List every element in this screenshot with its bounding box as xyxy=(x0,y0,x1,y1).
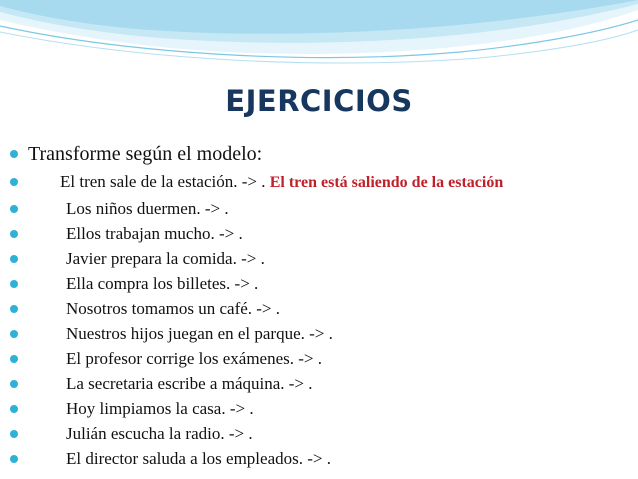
list-item xyxy=(10,447,331,471)
bullet-icon xyxy=(10,255,18,263)
bullet-icon xyxy=(10,380,18,388)
example-answer: El tren está saliendo de la estación xyxy=(269,174,504,191)
instruction-text: Transforme según el modelo: xyxy=(28,142,263,165)
item-text: Ella compra los billetes. -> . xyxy=(66,274,259,293)
header-wave-decoration xyxy=(0,0,638,70)
instruction-row xyxy=(10,142,262,166)
list-item xyxy=(10,372,313,396)
list-item xyxy=(10,347,322,371)
list-item xyxy=(10,247,265,271)
example-row xyxy=(10,170,503,194)
item-text: Julián escucha la radio. -> . xyxy=(66,424,253,443)
list-item xyxy=(10,272,258,296)
item-text: La secretaria escribe a máquina. -> . xyxy=(66,374,313,393)
list-item xyxy=(10,322,333,346)
bullet-icon xyxy=(10,405,18,413)
list-item xyxy=(10,422,253,446)
bullet-icon xyxy=(10,330,18,338)
bullet-icon xyxy=(10,280,18,288)
item-text: Los niños duermen. -> . xyxy=(66,199,229,218)
item-text: Hoy limpiamos la casa. -> . xyxy=(66,399,254,418)
item-text: Ellos trabajan mucho. -> . xyxy=(66,224,243,243)
bullet-icon xyxy=(10,205,18,213)
bullet-icon xyxy=(10,430,18,438)
bullet-icon xyxy=(10,305,18,313)
bullet-icon xyxy=(10,178,18,186)
item-text: El profesor corrige los exámenes. -> . xyxy=(66,349,322,368)
list-item xyxy=(10,197,229,221)
bullet-icon xyxy=(10,355,18,363)
bullet-icon xyxy=(10,150,18,158)
item-text: Javier prepara la comida. -> . xyxy=(66,249,265,268)
list-item xyxy=(10,222,243,246)
list-item xyxy=(10,297,280,321)
slide-title: EJERCICIOS xyxy=(225,84,413,118)
item-text: Nuestros hijos juegan en el parque. -> . xyxy=(66,324,333,343)
example-text xyxy=(60,172,503,192)
list-item xyxy=(10,397,254,421)
bullet-icon xyxy=(10,230,18,238)
item-text: Nosotros tomamos un café. -> . xyxy=(66,299,281,318)
bullet-icon xyxy=(10,455,18,463)
item-text: El director saluda a los empleados. -> . xyxy=(66,449,331,468)
example-prompt: El tren sale de la estación. -> . xyxy=(60,172,270,191)
